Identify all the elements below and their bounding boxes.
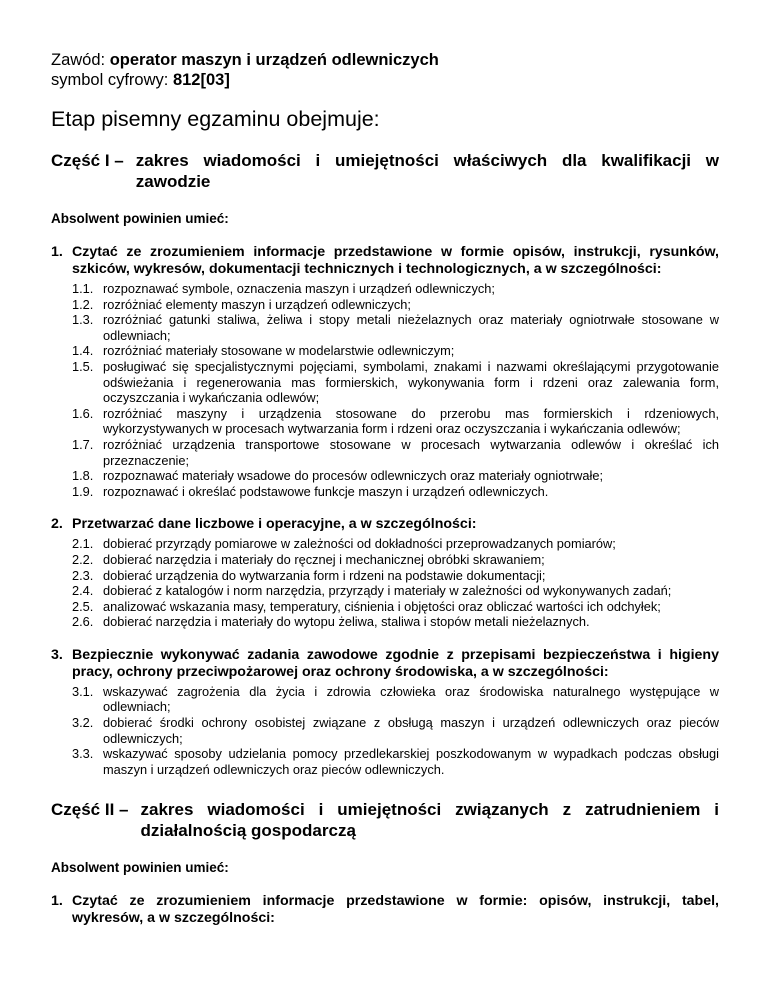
- section-title: Czytać ze zrozumieniem informacje przedstawione w formie: opisów, instrukcji, tabel, wykresów, a w szczególności:: [72, 893, 719, 927]
- symbol-line: [51, 70, 719, 90]
- item-number: 1.1.: [72, 281, 94, 296]
- list-item: [72, 536, 719, 552]
- part1-section-1: [51, 244, 719, 499]
- list-item: [72, 437, 719, 468]
- list-item: [72, 614, 719, 630]
- item-text: rozpoznawać i określać podstawowe funkcje maszyn i urządzeń odlewniczych.: [103, 483, 549, 499]
- item-number: 1.5.: [72, 358, 94, 374]
- item-text: rozpoznawać materiały wsadowe do procesów odlewniczych oraz materiały ogniotrwałe;: [103, 468, 604, 484]
- section-title: Bezpiecznie wykonywać zadania zawodowe zgodnie z przepisami bezpieczeństwa i higieny pracy, ochrony przeciwpożarowej oraz ochrony środowiska, a w szczególności:: [72, 646, 719, 680]
- item-text: posługiwać się specjalistycznymi pojęciami, symbolami, znakami i nazwami określającymi przygotowanie odświeżania i regenerowania mas formierskich, wykonywania form i rdzeni oraz zalewania form, oczyszczania i wykańczania odlewów;: [103, 358, 719, 406]
- section-number: 1.: [51, 893, 63, 910]
- item-number: 2.3.: [72, 567, 94, 583]
- item-text: rozróżniać gatunki staliwa, żeliwa i stopy metali nieżelaznych oraz materiały ogniotrwałe stosowane w odlewniach;: [103, 312, 719, 343]
- part2-section-1: [51, 893, 719, 927]
- section-heading: [51, 244, 719, 278]
- item-text: dobierać środki ochrony osobistej związane z obsługą maszyn i urządzeń odlewniczych oraz pieców odlewniczych;: [103, 715, 719, 746]
- item-number: 1.9.: [72, 483, 94, 499]
- item-text: rozpoznawać symbole, oznaczenia maszyn i urządzeń odlewniczych;: [103, 281, 495, 296]
- list-item: [72, 281, 719, 297]
- item-number: 2.4.: [72, 583, 94, 599]
- part2-absolwent: Absolwent powinien umieć:: [51, 860, 229, 876]
- item-text: dobierać urządzenia do wytwarzania form i rdzeni na podstawie dokumentacji;: [103, 567, 546, 583]
- section-number: 2.: [51, 516, 63, 533]
- document-page: [51, 50, 719, 927]
- part1-heading: [51, 150, 719, 192]
- section-heading: [51, 647, 719, 681]
- item-text: analizować wskazania masy, temperatury, ciśnienia i objętości oraz obliczać wartości ich odchyłek;: [103, 598, 661, 614]
- part1-section-3: [51, 647, 719, 778]
- part2-number: Część II –: [51, 800, 129, 820]
- part1-section-2: [51, 516, 719, 630]
- section-items: [51, 684, 719, 778]
- item-number: 1.8.: [72, 468, 94, 484]
- item-text: wskazywać zagrożenia dla życia i zdrowia człowieka oraz środowiska naturalnego występujące w odlewniach;: [103, 683, 719, 715]
- item-number: 1.3.: [72, 312, 94, 328]
- section-heading: [51, 893, 719, 927]
- item-number: 1.2.: [72, 296, 94, 312]
- section-title: Przetwarzać dane liczbowe i operacyjne, a w szczególności:: [72, 516, 477, 533]
- item-number: 2.6.: [72, 614, 94, 630]
- list-item: [72, 583, 719, 599]
- list-item: [72, 359, 719, 406]
- symbol-label: symbol cyfrowy:: [51, 71, 169, 89]
- item-text: rozróżniać elementy maszyn i urządzeń odlewniczych;: [103, 296, 411, 312]
- zawod-label: Zawód:: [51, 51, 106, 69]
- list-item: [72, 684, 719, 715]
- list-item: [72, 343, 719, 359]
- item-text: rozróżniać materiały stosowane w modelarstwie odlewniczym;: [103, 343, 455, 359]
- list-item: [72, 568, 719, 584]
- list-item: [72, 715, 719, 746]
- part1-absolwent: Absolwent powinien umieć:: [51, 211, 229, 226]
- list-item: [72, 552, 719, 568]
- item-number: 3.1.: [72, 683, 94, 699]
- list-item: [72, 406, 719, 437]
- item-text: dobierać przyrządy pomiarowe w zależności od dokładności przeprowadzanych pomiarów;: [103, 536, 616, 552]
- list-item: [72, 484, 719, 500]
- item-number: 1.7.: [72, 436, 94, 452]
- zawod-line: [51, 50, 719, 70]
- etap-title: Etap pisemny egzaminu obejmuje:: [51, 107, 380, 131]
- item-number: 3.2.: [72, 715, 94, 731]
- list-item: [72, 468, 719, 484]
- symbol-value: 812[03]: [172, 71, 230, 89]
- part2-title: zakres wiadomości i umiejętności związanych z zatrudnieniem i działalnością gospodarczą: [140, 800, 719, 841]
- part1-number: Część I –: [51, 151, 124, 170]
- section-number: 1.: [51, 244, 63, 260]
- list-item: [72, 312, 719, 343]
- zawod-value: operator maszyn i urządzeń odlewniczych: [109, 51, 439, 69]
- item-text: dobierać narzędzia i materiały do ręcznej i mechanicznej obróbki skrawaniem;: [103, 551, 545, 567]
- item-number: 2.2.: [72, 551, 94, 567]
- section-items: [51, 281, 719, 499]
- list-item: [72, 297, 719, 313]
- item-number: 2.5.: [72, 598, 94, 614]
- item-number: 1.4.: [72, 343, 94, 359]
- list-item: [72, 599, 719, 615]
- section-items: [51, 536, 719, 630]
- list-item: [72, 746, 719, 777]
- section-number: 3.: [51, 646, 63, 663]
- section-title: Czytać ze zrozumieniem informacje przedstawione w formie opisów, instrukcji, rysunków, szkiców, wykresów, dokumentacji technicznych i technologicznych, a w szczególności:: [72, 244, 719, 277]
- item-text: wskazywać sposoby udzielania pomocy przedlekarskiej poszkodowanym w wypadkach podczas obsługi maszyn i urządzeń odlewniczych oraz pieców odlewniczych.: [103, 746, 719, 777]
- part2-heading: [51, 799, 719, 841]
- section-heading: [51, 516, 719, 533]
- part1-title: zakres wiadomości i umiejętności właściwych dla kwalifikacji w zawodzie: [135, 151, 719, 191]
- item-text: rozróżniać maszyny i urządzenia stosowane do przerobu mas formierskich i rdzeniowych, wykorzystywanych w procesach wytwarzania form i rdzeni oraz oczyszczania i wykańczania odlewów;: [103, 405, 719, 437]
- item-text: dobierać z katalogów i norm narzędzia, przyrządy i materiały w zależności od wykonywanych zadań;: [103, 583, 672, 599]
- item-number: 2.1.: [72, 536, 94, 552]
- item-text: dobierać narzędzia i materiały do wytopu żeliwa, staliwa i stopów metali nieżelaznych.: [103, 614, 590, 630]
- item-number: 1.6.: [72, 405, 94, 421]
- item-text: rozróżniać urządzenia transportowe stosowane w procesach wytwarzania odlewów i określać ich przeznaczenie;: [103, 436, 719, 468]
- item-number: 3.3.: [72, 746, 94, 762]
